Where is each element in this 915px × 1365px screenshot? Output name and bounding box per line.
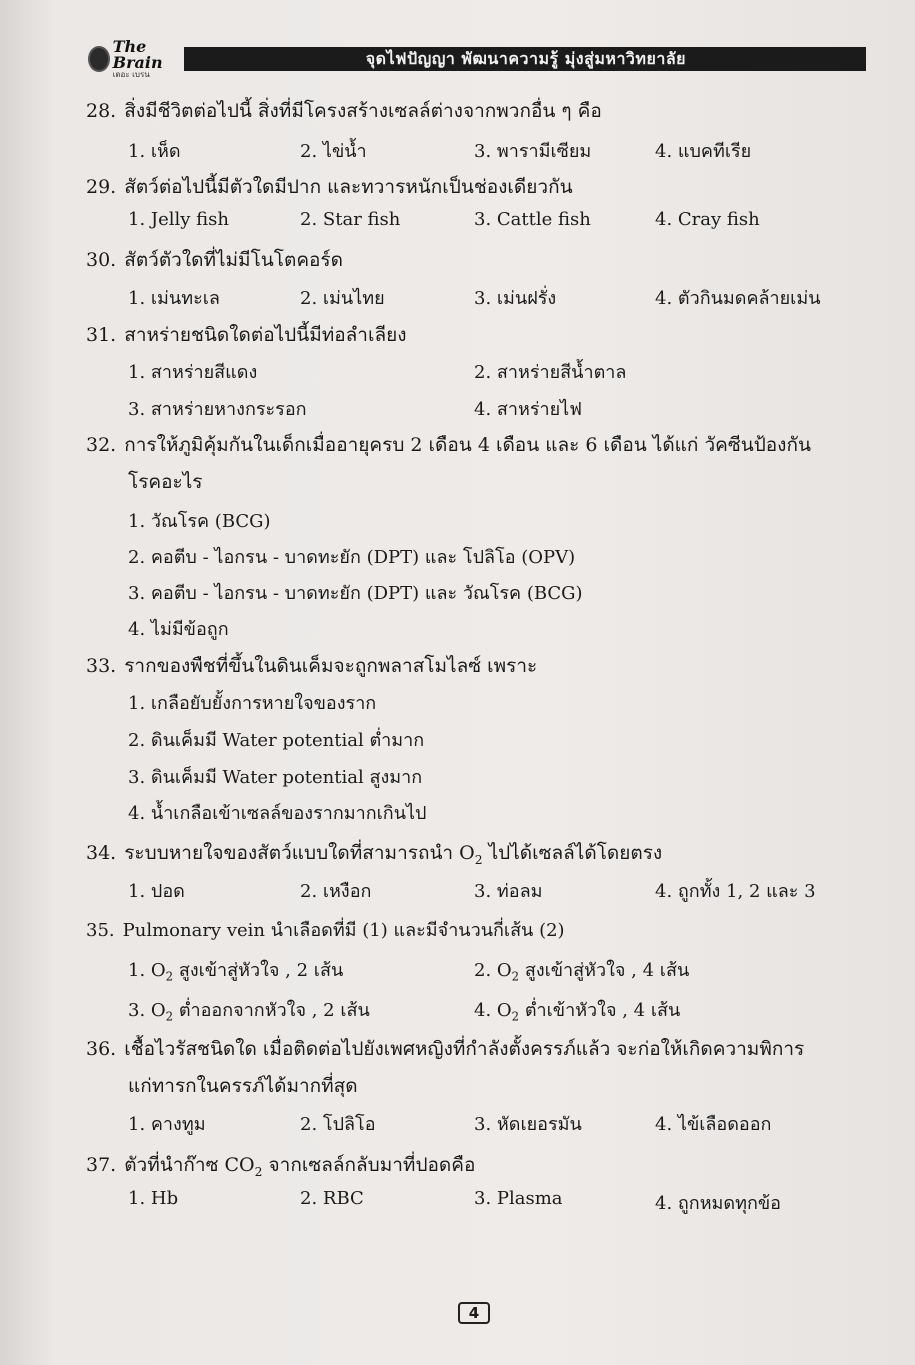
- option: 4. ตัวกินมดคล้ายเม่น: [655, 288, 821, 309]
- option: 4. น้ำเกลือเข้าเซลล์ของรากมากเกินไป: [128, 803, 427, 824]
- option-text: ต่ำเข้าหัวใจ , 4 เส้น: [524, 1000, 681, 1021]
- question-number: 28.: [86, 100, 117, 122]
- option: 3. Cattle fish: [474, 209, 591, 230]
- question-number: 30.: [86, 249, 117, 271]
- option: [128, 995, 370, 1024]
- question-number: 33.: [86, 655, 117, 677]
- option: 2. Star fish: [300, 209, 401, 230]
- subscript: 2: [474, 852, 483, 867]
- option: 3. คอตีบ - ไอกรน - บาดทะยัก (DPT) และ วัณโรค (BCG): [128, 583, 583, 604]
- question-number: 35.: [86, 920, 115, 941]
- option: [128, 955, 343, 984]
- subscript: 2: [511, 1009, 520, 1024]
- question-text-continued: โรคอะไร: [128, 471, 203, 493]
- logo-title: The Brain: [112, 37, 163, 72]
- option: 2. โปลิโอ: [300, 1114, 376, 1135]
- option-text: ต่ำออกจากหัวใจ , 2 เส้น: [178, 1000, 370, 1021]
- question-text: ระบบหายใจของสัตว์แบบใดที่สามารถนำ O: [124, 842, 475, 864]
- option: 1. คางทูม: [128, 1114, 206, 1135]
- option: 3. พารามีเซียม: [474, 141, 592, 162]
- question-text: Pulmonary vein นำเลือดที่มี (1) และมีจำนวนกี่เส้น (2): [122, 920, 565, 941]
- question-text: ตัวที่นำก๊าซ CO: [124, 1154, 255, 1176]
- option: 3. หัดเยอรมัน: [474, 1114, 582, 1135]
- question-number: 31.: [86, 324, 117, 346]
- option: 1. สาหร่ายสีแดง: [128, 362, 258, 383]
- question-text: สาหร่ายชนิดใดต่อไปนี้มีท่อลำเลียง: [124, 324, 407, 346]
- option-number: 4. O: [474, 1000, 512, 1021]
- option: 4. ไม่มีข้อถูก: [128, 619, 229, 640]
- question-number: 34.: [86, 842, 117, 864]
- option: [474, 955, 689, 984]
- option: 1. วัณโรค (BCG): [128, 511, 271, 532]
- question-text: เชื้อไวรัสชนิดใด เมื่อติดต่อไปยังเพศหญิงที่กำลังตั้งครรภ์แล้ว จะก่อให้เกิดความพิการ: [124, 1038, 805, 1060]
- question-text: รากของพืชที่ขึ้นในดินเค็มจะถูกพลาสโมไลซ์ เพราะ: [124, 655, 538, 677]
- option: 4. สาหร่ายไฟ: [474, 399, 582, 420]
- question-text: สิ่งมีชีวิตต่อไปนี้ สิ่งที่มีโครงสร้างเซลล์ต่างจากพวกอื่น ๆ คือ: [124, 100, 602, 122]
- header-banner: จุดไฟปัญญา พัฒนาความรู้ มุ่งสู่มหาวิทยาลัย: [184, 47, 866, 71]
- option: 2. เม่นไทย: [300, 288, 385, 309]
- option: 2. ไข่น้ำ: [300, 141, 367, 162]
- option: 1. Jelly fish: [128, 209, 230, 230]
- option: 1. ปอด: [128, 881, 185, 902]
- question-35: [86, 915, 565, 944]
- question-number: 37.: [86, 1154, 117, 1176]
- option: 1. เห็ด: [128, 141, 181, 162]
- option: 3. ดินเค็มมี Water potential สูงมาก: [128, 767, 423, 788]
- option: 1. เม่นทะเล: [128, 288, 220, 309]
- option-text: สูงเข้าสู่หัวใจ , 2 เส้น: [178, 960, 344, 981]
- subscript: 2: [165, 969, 174, 984]
- question-number: 29.: [86, 176, 117, 198]
- option: 3. ท่อลม: [474, 881, 543, 902]
- question-number: 36.: [86, 1038, 117, 1060]
- question-34: [86, 838, 662, 868]
- option: 2. สาหร่ายสีน้ำตาล: [474, 362, 627, 383]
- question-text-continued: แก่ทารกในครรภ์ได้มากที่สุด: [128, 1075, 358, 1097]
- option: 3. Plasma: [474, 1188, 563, 1209]
- question-33: [86, 651, 537, 681]
- logo-subtitle: เดอะ เบรน: [112, 70, 150, 79]
- page-number: 4: [458, 1302, 490, 1324]
- option: [474, 995, 680, 1024]
- option: 4. ถูกหมดทุกข้อ: [655, 1193, 781, 1214]
- subscript: 2: [165, 1009, 174, 1024]
- option: 2. ดินเค็มมี Water potential ต่ำมาก: [128, 730, 425, 751]
- question-28: [86, 96, 602, 126]
- question-number: 32.: [86, 434, 117, 456]
- option: 4. Cray fish: [655, 209, 760, 230]
- question-text: สัตว์ตัวใดที่ไม่มีโนโตคอร์ด: [124, 249, 343, 271]
- option: 1. Hb: [128, 1188, 179, 1209]
- question-37: [86, 1150, 475, 1180]
- question-31: [86, 320, 407, 350]
- option-text: สูงเข้าสู่หัวใจ , 4 เส้น: [524, 960, 690, 981]
- question-text-tail: จากเซลล์กลับมาที่ปอดคือ: [262, 1154, 476, 1176]
- subscript: 2: [254, 1164, 263, 1179]
- option: 3. เม่นฝรั่ง: [474, 288, 557, 309]
- question-text: การให้ภูมิคุ้มกันในเด็กเมื่ออายุครบ 2 เดือน 4 เดือน และ 6 เดือน ได้แก่ วัคซีนป้องกัน: [124, 434, 811, 456]
- option-number: 3. O: [128, 1000, 166, 1021]
- option: 3. สาหร่ายหางกระรอก: [128, 399, 307, 420]
- option-number: 2. O: [474, 960, 512, 981]
- question-text-tail: ไปได้เซลล์ได้โดยตรง: [482, 842, 663, 864]
- option: 2. เหงือก: [300, 881, 372, 902]
- question-36: [86, 1034, 804, 1064]
- option: 2. RBC: [300, 1188, 364, 1209]
- option: 4. ไข้เลือดออก: [655, 1114, 772, 1135]
- option: 4. ถูกทั้ง 1, 2 และ 3: [655, 881, 816, 902]
- option-number: 1. O: [128, 960, 166, 981]
- option: 4. แบคทีเรีย: [655, 141, 752, 162]
- question-30: [86, 245, 343, 275]
- subscript: 2: [511, 969, 520, 984]
- question-text: สัตว์ต่อไปนี้มีตัวใดมีปาก และทวารหนักเป็นช่องเดียวกัน: [124, 176, 573, 198]
- option: 1. เกลือยับยั้งการหายใจของราก: [128, 693, 377, 714]
- question-29: [86, 172, 573, 202]
- option: 2. คอตีบ - ไอกรน - บาดทะยัก (DPT) และ โปลิโอ (OPV): [128, 547, 576, 568]
- question-32: [86, 430, 811, 460]
